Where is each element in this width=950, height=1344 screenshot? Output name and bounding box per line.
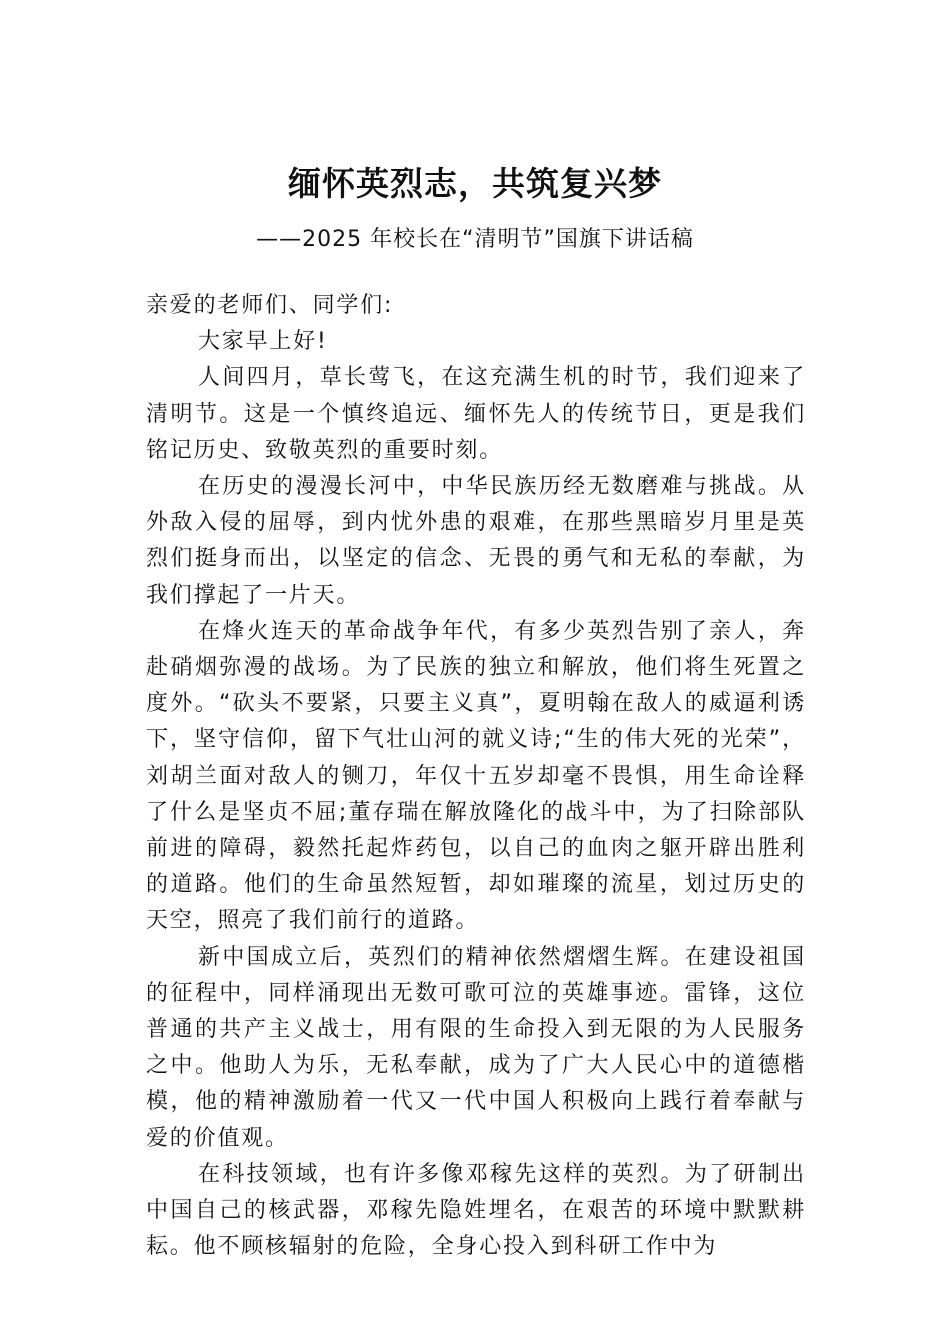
paragraph-2: 在历史的漫漫长河中，中华民族历经无数磨难与挑战。从外敌入侵的屈辱，到内忧外患的艰难，在那些黑暗岁月里是英烈们挺身而出，以坚定的信念、无畏的勇气和无私的奉献，为我们撑起了一片天。 xyxy=(146,474,806,608)
page-title: 缅怀英烈志，共筑复兴梦 xyxy=(288,164,662,203)
paragraph-4: 新中国成立后，英烈们的精神依然熠熠生辉。在建设祖国的征程中，同样涌现出无数可歌可泣的英雄事迹。雷锋，这位普通的共产主义战士，用有限的生命投入到无限的为人民服务之中。他助人为乐，无私奉献，成为了广大人民心中的道德楷模，他的精神激励着一代又一代中国人积极向上践行着奉献与爱的价值观。 xyxy=(146,944,806,1151)
paragraph-5: 在科技领域，也有许多像邓稼先这样的英烈。为了研制出中国自己的核武器，邓稼先隐姓埋名，在艰苦的环境中默默耕耘。他不顾核辐射的危险，全身心投入到科研工作中为 xyxy=(146,1161,806,1260)
page-subtitle: ——2025 年校长在“清明节”国旗下讲话稿 xyxy=(256,227,694,252)
salutation: 亲爱的老师们、同学们: xyxy=(146,293,394,318)
speech-body xyxy=(146,288,806,1265)
paragraph-greeting: 大家早上好! xyxy=(198,329,328,355)
paragraph-3: 在烽火连天的革命战争年代，有多少英烈告别了亲人，奔赴硝烟弥漫的战场。为了民族的独立和解放，他们将生死置之度外。“砍头不要紧，只要主义真”，夏明翰在敌人的威逼利诱下，坚守信仰，留下气壮山河的就义诗;“生的伟大死的光荣”，刘胡兰面对敌人的铡刀，年仅十五岁却毫不畏惧，用生命诠释了什么是坚贞不屈;董存瑞在解放隆化的战斗中，为了扫除部队前进的障碍，毅然托起炸药包，以自己的血肉之躯开辟出胜利的道路。他们的生命虽然短暂，却如璀璨的流星，划过历史的天空，照亮了我们前行的道路。 xyxy=(146,618,806,934)
paragraph-1: 人间四月，草长莺飞，在这充满生机的时节，我们迎来了清明节。这是一个慎终追远、缅怀先人的传统节日，更是我们铭记历史、致敬英烈的重要时刻。 xyxy=(146,365,806,463)
